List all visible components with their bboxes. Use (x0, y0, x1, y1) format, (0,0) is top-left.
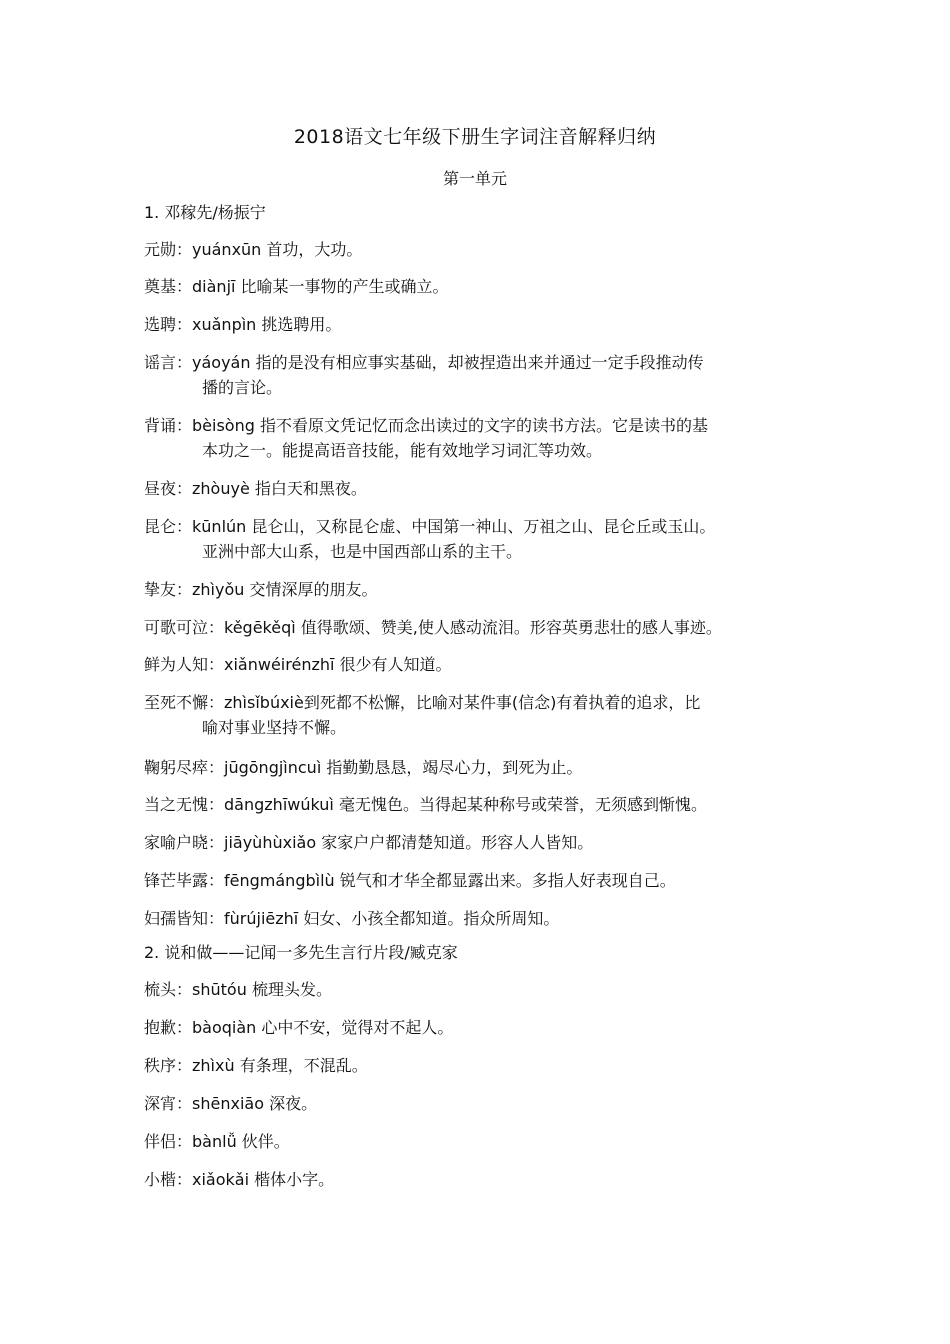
entry-meaning: 家家户户都清楚知道。形容人人皆知。 (321, 833, 594, 852)
entry-pinyin: bànlǚ (192, 1132, 237, 1151)
entry-pinyin: yáoyán (192, 353, 251, 372)
entry-term: 小楷： (144, 1170, 193, 1189)
vocab-entry (144, 1129, 812, 1154)
entry-term: 深宵： (144, 1094, 193, 1113)
vocab-entry (144, 577, 812, 602)
entry-meaning: 挑选聘用。 (261, 315, 342, 334)
entry-term: 至死不懈： (144, 693, 225, 712)
entry-pinyin: zhòuyè (192, 479, 250, 498)
entry-meaning: 指不看原文凭记忆而念出读过的文字的读书方法。它是读书的基 (259, 416, 708, 435)
entry-pinyin: fēngmángbìlù (224, 871, 335, 890)
vocab-entry (144, 1053, 812, 1078)
entry-term: 昼夜： (144, 479, 193, 498)
entry-pinyin: fùrújiēzhī (224, 909, 299, 928)
entry-meaning-continued: 本功之一。能提高语音技能，能有效地学习词汇等功效。 (202, 441, 603, 460)
entry-meaning: 到死都不松懈，比喻对某件事(信念)有着执着的追求，比 (303, 693, 701, 712)
entry-pinyin: shūtóu (192, 980, 247, 999)
entry-term: 元勋： (144, 240, 193, 259)
vocab-entry (144, 274, 812, 299)
entry-term: 谣言： (144, 353, 193, 372)
vocab-entry (144, 514, 812, 539)
entry-pinyin: xiǎnwéirénzhī (224, 655, 335, 674)
entry-pinyin: jūgōngjìncuì (224, 758, 322, 777)
entry-meaning: 梳理头发。 (251, 980, 332, 999)
entry-meaning-continued: 播的言论。 (202, 378, 283, 397)
entry-pinyin: diànjī (192, 277, 236, 296)
entry-pinyin: xuǎnpìn (192, 315, 257, 334)
section-heading: 1. 邓稼先/杨振宁 (144, 203, 266, 222)
entry-pinyin: zhìyǒu (192, 580, 245, 599)
vocab-entry (144, 792, 812, 817)
vocab-entry (144, 476, 812, 501)
entry-meaning: 有条理，不混乱。 (239, 1056, 368, 1075)
entry-pinyin: zhìxù (192, 1056, 235, 1075)
vocab-entry (144, 868, 812, 893)
entry-pinyin: jiāyùhùxiǎo (224, 833, 317, 852)
entry-pinyin: bàoqiàn (192, 1018, 257, 1037)
entry-pinyin: xiǎokǎi (192, 1170, 250, 1189)
entry-meaning: 昆仑山，又称昆仑虚、中国第一神山、万祖之山、昆仑丘或玉山。 (251, 517, 716, 536)
entry-term: 昆仑： (144, 517, 193, 536)
entry-term: 挚友： (144, 580, 193, 599)
entry-meaning: 指勤勤恳恳，竭尽心力，到死为止。 (326, 758, 583, 777)
document-title: 2018语文七年级下册生字词注音解释归纳 (293, 126, 657, 148)
entry-meaning: 妇女、小孩全都知道。指众所周知。 (303, 909, 560, 928)
unit-heading: 第一单元 (442, 169, 507, 188)
entry-meaning: 值得歌颂、赞美,使人感动流泪。形容英勇悲壮的感人事迹。 (300, 618, 722, 637)
entry-meaning: 交情深厚的朋友。 (249, 580, 378, 599)
entry-meaning: 比喻某一事物的产生或确立。 (240, 277, 449, 296)
entry-meaning: 伙伴。 (241, 1132, 290, 1151)
entry-meaning: 毫无愧色。当得起某种称号或荣誉，无须感到惭愧。 (338, 795, 707, 814)
entry-meaning: 首功，大功。 (266, 240, 363, 259)
entry-term: 抱歉： (144, 1018, 193, 1037)
entry-term: 奠基： (144, 277, 193, 296)
entry-term: 鲜为人知： (144, 655, 225, 674)
vocab-entry (144, 615, 812, 640)
entry-term: 背诵： (144, 416, 193, 435)
vocab-entry (144, 690, 812, 715)
entry-meaning: 心中不安，觉得对不起人。 (261, 1018, 454, 1037)
entry-pinyin: dāngzhīwúkuì (224, 795, 334, 814)
vocab-entry (144, 1015, 812, 1040)
entry-meaning: 指白天和黑夜。 (254, 479, 367, 498)
entry-meaning: 指的是没有相应事实基础，却被捏造出来并通过一定手段推动传 (255, 353, 704, 372)
entry-term: 选聘： (144, 315, 193, 334)
entry-pinyin: kūnlún (192, 517, 247, 536)
entry-term: 可歌可泣： (144, 618, 225, 637)
entry-term: 当之无愧： (144, 795, 225, 814)
entry-term: 锋芒毕露： (144, 871, 225, 890)
vocab-entry (144, 312, 812, 337)
vocab-entry (144, 652, 812, 677)
vocab-entry (144, 1167, 812, 1192)
entry-meaning: 很少有人知道。 (339, 655, 452, 674)
vocab-entry (144, 755, 812, 780)
vocab-entry (144, 350, 812, 375)
entry-meaning: 锐气和才华全都显露出来。多指人好表现自己。 (339, 871, 676, 890)
entry-term: 鞠躬尽瘁： (144, 758, 225, 777)
entry-meaning-continued: 喻对事业坚持不懈。 (202, 718, 347, 737)
entry-pinyin: zhìsǐbúxiè (224, 693, 304, 712)
entry-pinyin: kěgēkěqì (224, 618, 296, 637)
entry-pinyin: shēnxiāo (192, 1094, 264, 1113)
vocab-entry (144, 237, 812, 262)
entry-term: 家喻户晓： (144, 833, 225, 852)
vocab-entry (144, 413, 812, 438)
entry-meaning: 楷体小字。 (254, 1170, 335, 1189)
vocab-entry (144, 1091, 812, 1116)
vocab-entry (144, 906, 812, 931)
entry-term: 伴侣： (144, 1132, 193, 1151)
entry-pinyin: yuánxūn (192, 240, 262, 259)
vocab-entry (144, 977, 812, 1002)
entry-term: 秩序： (144, 1056, 193, 1075)
entry-meaning: 深夜。 (269, 1094, 318, 1113)
entry-term: 梳头： (144, 980, 193, 999)
vocab-entry (144, 830, 812, 855)
entry-meaning-continued: 亚洲中部大山系，也是中国西部山系的主干。 (202, 542, 523, 561)
section-heading: 2. 说和做——记闻一多先生言行片段/臧克家 (144, 943, 458, 962)
entry-pinyin: bèisòng (192, 416, 255, 435)
entry-term: 妇孺皆知： (144, 909, 225, 928)
